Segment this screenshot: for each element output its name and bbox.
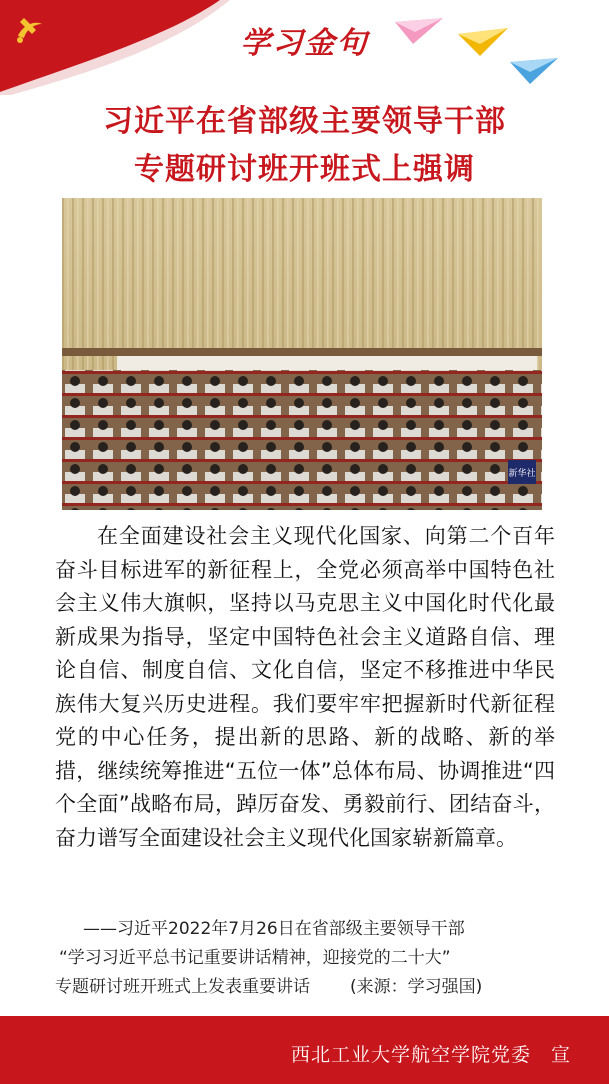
header-title: 学习金句	[240, 26, 369, 61]
paper-plane-pink-icon	[395, 18, 443, 44]
source-citation	[55, 915, 555, 1002]
paper-plane-blue-icon	[510, 58, 558, 84]
headline-line-1: 习近平在省部级主要领导干部	[103, 104, 506, 139]
source-line-1: ——习近平2022年7月26日在省部级主要领导干部	[83, 919, 465, 939]
meeting-photo	[62, 198, 542, 510]
source-line-3	[55, 973, 555, 1002]
footer-bar	[0, 1016, 609, 1084]
photo-watermark: 新华社	[508, 469, 536, 479]
source-note: (来源：学习强国)	[350, 977, 483, 997]
headline	[0, 98, 609, 194]
source-line-3-text: 专题研讨班开班式上发表重要讲话	[55, 977, 310, 997]
footer-text: 西北工业大学航空学院党委 宣	[290, 1044, 571, 1066]
headline-line-2: 专题研讨班开班式上强调	[134, 152, 475, 187]
quote-body: 在全面建设社会主义现代化国家、向第二个百年奋斗目标进军的新征程上，全党必须高举中国特色社会主义伟大旗帜，坚持以马克思主义中国化时代化最新成果为指导，坚定中国特色社会主义道路自信、理论自信、制度自信、文化自信，坚定不移推进中华民族伟大复兴历史进程。我们要牢牢把握新时代新征程党的中心任务，提出新的思路、新的战略、新的举措，继续统筹推进“五位一体”总体布局、协调推进“四个全面”战略布局，踔厉奋发、勇毅前行、团结奋斗，奋力谱写全面建设社会主义现代化国家崭新篇章。	[55, 524, 555, 850]
paper-plane-yellow-icon	[458, 28, 508, 56]
source-line-2: “学习习近平总书记重要讲话精神，迎接党的二十大”	[59, 948, 451, 968]
